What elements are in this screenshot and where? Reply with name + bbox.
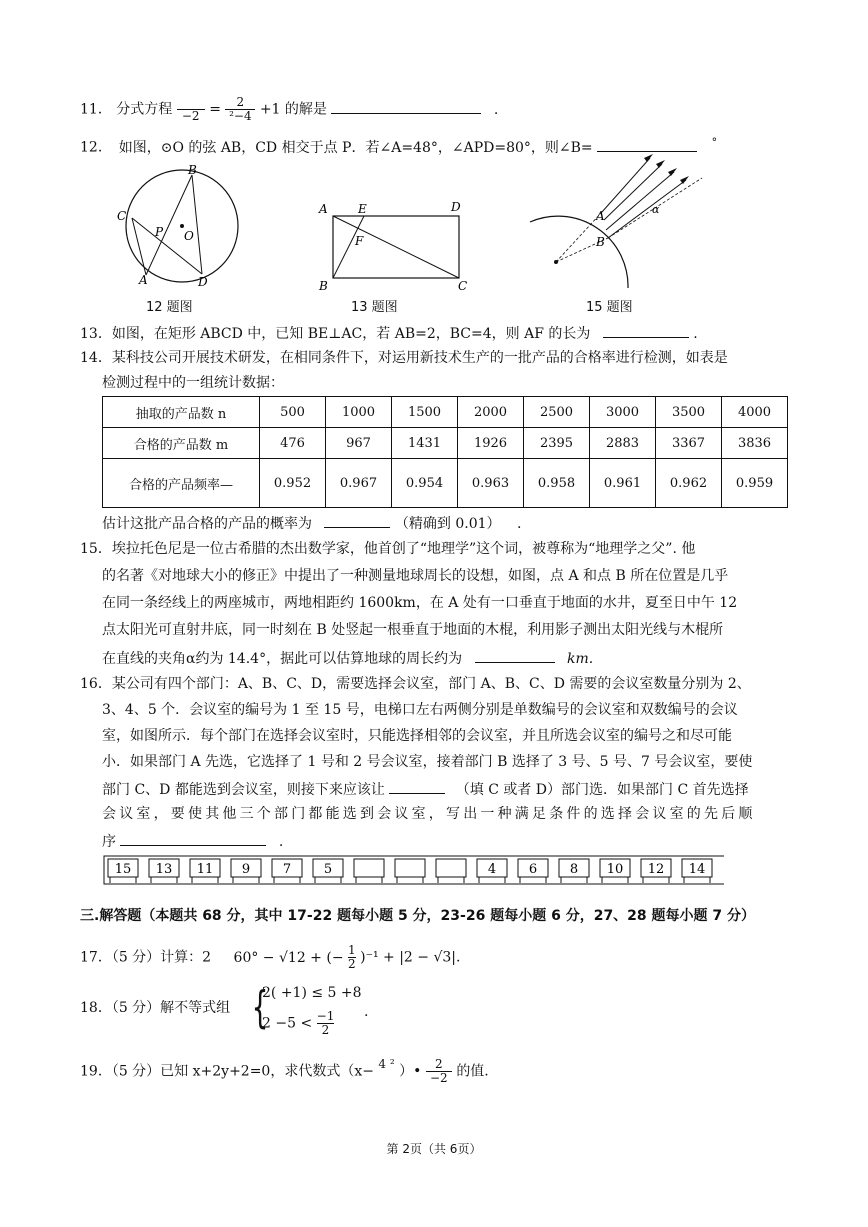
cell-n-8: 4000 <box>722 397 788 428</box>
room-number: 4 <box>487 862 497 877</box>
q14-estimate <box>102 512 521 534</box>
q15-answer-blank <box>475 647 555 663</box>
cell-n-4: 2000 <box>458 397 524 428</box>
cell-m-2: 967 <box>326 428 392 459</box>
room-cell <box>149 859 179 883</box>
section-3-title: 三.解答题（本题共 68 分，其中 17-22 题每小题 5 分，23-26 题每小题 6 分，27、28 题每小题 7 分） <box>80 908 756 924</box>
q15-line-5 <box>102 647 593 669</box>
q14-data-table <box>102 396 788 508</box>
q18-prefix: 18．（5 分）解不等式组 <box>80 1000 231 1016</box>
page-footer: 第 2页（共 6页） <box>386 1142 482 1156</box>
fig15-arrow-1 <box>644 154 653 162</box>
q16-line-4: 小．如果部门 A 先选，它选择了 1 号和 2 号会议室，接着部门 B 选择了 3 号、5 号、7 号会议室，要使 <box>102 754 753 770</box>
q17-fraction: $\frac{1}{2}$ <box>348 943 356 971</box>
q11-answer-blank <box>331 98 481 114</box>
cell-m-3: 1431 <box>392 428 458 459</box>
room-box <box>436 859 466 877</box>
q11-rhs-tail: +1 的解是 <box>259 101 327 118</box>
room-number: 10 <box>606 862 624 877</box>
q11-equals: = <box>209 101 221 118</box>
cell-n-3: 1500 <box>392 397 458 428</box>
room-cell <box>108 859 138 883</box>
figure-13 <box>314 196 474 296</box>
table-row-freq <box>103 459 788 508</box>
room-cell <box>231 859 261 883</box>
q15-unit: km. <box>566 651 594 667</box>
room-cell <box>272 859 302 883</box>
q14-answer-blank <box>324 512 390 528</box>
room-door <box>151 877 177 883</box>
room-cell <box>559 859 589 883</box>
room-door <box>356 877 382 883</box>
fig15-arrow-3 <box>668 168 677 176</box>
q14-end: . <box>516 516 522 532</box>
room-number: 9 <box>241 862 251 877</box>
question-19 <box>80 1058 489 1085</box>
cell-m-4: 1926 <box>458 428 524 459</box>
fig15-label-b: B <box>596 235 605 249</box>
q16-rooms-diagram <box>102 855 724 889</box>
q16-line-3: 室，如图所示．每个部门在选择会议室时，只能选择相邻的会议室，并且所选会议室的编号之和尽可能 <box>102 728 732 744</box>
question-17 <box>80 944 460 971</box>
room-cell <box>190 859 220 883</box>
table-row-m <box>103 428 788 459</box>
q11-number: 11． <box>80 101 112 118</box>
q16-answer-blank-2 <box>120 830 266 846</box>
q19-tail: 的值. <box>456 1063 489 1080</box>
row-label-m: 合格的产品数 m <box>103 428 260 459</box>
cell-m-7: 3367 <box>656 428 722 459</box>
fig12-center-dot <box>180 224 184 228</box>
fig13-caption: 13 题图 <box>351 300 398 315</box>
q18-ineq-2 <box>262 1010 334 1037</box>
room-number: 7 <box>282 862 292 877</box>
room-cell <box>395 859 425 883</box>
q19-prefix: 19．（5 分）已知 x+2y+2=0，求代数式（x− <box>80 1063 374 1080</box>
room-door <box>315 877 341 883</box>
q19-fraction: $\frac{2}{-2}$ <box>426 1058 452 1085</box>
cell-freq-8: 0.959 <box>722 459 788 508</box>
fig15-arrow-4 <box>680 176 689 184</box>
room-door <box>438 877 464 883</box>
q18-ineq-2-fraction: $\frac{-1}{2}$ <box>316 1009 335 1037</box>
cell-freq-5: 0.958 <box>524 459 590 508</box>
q11-end: . <box>493 101 499 118</box>
q16-end: . <box>278 834 284 850</box>
fig15-sunray-4 <box>608 180 686 238</box>
room-number: 6 <box>528 862 538 877</box>
room-door <box>397 877 423 883</box>
cell-m-5: 2395 <box>524 428 590 459</box>
q17-tail: )⁻¹ + |2 − √3|. <box>360 949 461 966</box>
room-cell <box>682 859 712 883</box>
q15-line-1: 15．埃拉托色尼是一位古希腊的杰出数学家，他首创了“地理学”这个词，被尊称为“地理学之父”. 他 <box>80 541 696 557</box>
table-row-n <box>103 397 788 428</box>
fig13-label-b: B <box>319 279 328 293</box>
q16-line-5a: 部门 C、D 都能选到会议室，则接下来应该让 <box>102 782 385 798</box>
cell-n-1: 500 <box>260 397 326 428</box>
fig12-segment-bd <box>192 175 202 274</box>
q17-expr: 60° − √12 + (− <box>233 949 344 966</box>
room-number: 14 <box>688 862 706 877</box>
fig15-label-a: A <box>596 209 605 223</box>
room-box <box>354 859 384 877</box>
q11-lhs-fraction: −2 <box>177 96 205 123</box>
cell-freq-6: 0.961 <box>590 459 656 508</box>
cell-m-1: 476 <box>260 428 326 459</box>
fig12-label-b: B <box>188 163 197 177</box>
room-door <box>274 877 300 883</box>
room-box <box>395 859 425 877</box>
fig12-segment-ca <box>132 218 146 275</box>
fig15-sunray-1 <box>602 158 650 212</box>
cell-freq-3: 0.954 <box>392 459 458 508</box>
room-cell <box>354 859 384 883</box>
room-number: 15 <box>114 862 132 877</box>
fig13-label-a: A <box>319 202 328 216</box>
q12-text: 如图，⊙O 的弦 AB，CD 相交于点 P．若∠A=48°，∠APD=80°，则∠B= <box>118 139 593 156</box>
figure-15 <box>522 150 712 295</box>
q17-prefix: 17．（5 分）计算：2 <box>80 949 212 966</box>
q14-estimate-text: 估计这批产品合格的产品的概率为 <box>102 516 312 532</box>
question-18 <box>80 1000 230 1042</box>
fig15-label-alpha: α <box>652 203 660 216</box>
fig15-earth-arc <box>530 216 628 288</box>
row-label-freq: 合格的产品频率— <box>103 459 260 508</box>
room-number: 12 <box>647 862 665 877</box>
room-door <box>233 877 259 883</box>
q18-end: . <box>364 1004 369 1020</box>
room-cell <box>436 859 466 883</box>
fig12-caption: 12 题图 <box>146 300 193 315</box>
room-door <box>643 877 669 883</box>
room-cell <box>518 859 548 883</box>
q14-line-2: 检测过程中的一组统计数据： <box>102 375 284 391</box>
room-door <box>110 877 136 883</box>
q15-line-4: 点太阳光可直射井底，同一时刻在 B 处竖起一根垂直于地面的木棍，利用影子测出太阳光线与木棍所 <box>102 622 724 638</box>
q18-brace: { <box>251 982 269 1033</box>
room-number: 5 <box>323 862 333 877</box>
room-cell <box>477 859 507 883</box>
fig12-label-a: A <box>139 273 148 287</box>
cell-freq-7: 0.962 <box>656 459 722 508</box>
q14-estimate-tail: （精确到 0.01） <box>394 516 501 532</box>
room-door <box>192 877 218 883</box>
fig12-label-o: O <box>184 229 194 243</box>
q15-line-3: 在同一条经线上的两座城市，两地相距约 1600km，在 A 处有一口垂直于地面的水井，夏至日中午 12 <box>102 595 738 611</box>
q18-ineq-2a: 2 −5 < <box>262 1015 313 1032</box>
q11-rhs-fraction: $\frac{2}{\text{²−4}}$ <box>225 96 255 123</box>
room-cell <box>600 859 630 883</box>
cell-n-7: 3500 <box>656 397 722 428</box>
fig13-label-f: F <box>355 234 364 248</box>
room-number: 13 <box>155 862 173 877</box>
room-door <box>561 877 587 883</box>
room-number: 8 <box>569 862 579 877</box>
room-cell <box>313 859 343 883</box>
q16-line-1: 16．某公司有四个部门：A、B、C、D，需要选择会议室，部门 A、B、C、D 需要的会议室数量分别为 2、 <box>80 676 751 692</box>
fig15-center-dot <box>554 260 558 264</box>
room-door <box>684 877 710 883</box>
room-number: 11 <box>196 862 214 877</box>
q16-line-2: 3、4、5 个．会议室的编号为 1 至 15 号，电梯口左右两侧分别是单数编号的会议室和双数编号的会议 <box>102 702 738 718</box>
cell-n-6: 3000 <box>590 397 656 428</box>
q16-line-7-text: 序 <box>102 834 116 850</box>
fig13-label-d: D <box>451 200 461 214</box>
q11-prefix: 分式方程 <box>116 101 173 118</box>
room-door <box>479 877 505 883</box>
cell-freq-2: 0.967 <box>326 459 392 508</box>
question-11 <box>80 96 498 123</box>
q13-answer-blank <box>603 322 689 338</box>
row-label-n: 抽取的产品数 n <box>103 397 260 428</box>
q18-ineq-1: 2( +1) ≤ 5 +8 <box>262 985 362 1001</box>
cell-m-8: 3836 <box>722 428 788 459</box>
cell-freq-1: 0.952 <box>260 459 326 508</box>
q13-end: . <box>693 326 698 342</box>
fig15-arrow-2 <box>656 160 665 168</box>
q19-mid: 4 ² <box>378 1056 395 1071</box>
cell-freq-4: 0.963 <box>458 459 524 508</box>
fig12-label-p: P <box>155 225 164 239</box>
fig13-label-e: E <box>358 202 367 216</box>
q14-line-1: 14．某科技公司开展技术研发，在相同条件下，对运用新技术生产的一批产品的合格率进行检测，如表是 <box>80 350 728 366</box>
cell-m-6: 2883 <box>590 428 656 459</box>
q16-line-6: 会议室，要使其他三个部门都能选到会议室，写出一种满足条件的选择会议室的先后顺 <box>102 806 756 822</box>
fig15-caption: 15 题图 <box>586 300 633 315</box>
room-door <box>602 877 628 883</box>
figure-12 <box>110 160 250 290</box>
fig12-label-d: D <box>198 275 208 289</box>
q16-line-5 <box>102 778 749 800</box>
q12-number: 12. <box>80 139 103 156</box>
q15-line-2: 的名著《对地球大小的修正》中提出了一种测量地球周长的设想，如图，点 A 和点 B 所在位置是几乎 <box>102 568 729 584</box>
q16-answer-blank-1 <box>389 778 445 794</box>
fig12-label-c: C <box>117 209 127 223</box>
fig13-diagonal-ac <box>333 216 459 278</box>
q16-line-5b: （填 C 或者 D）部门选．如果部门 C 首先选择 <box>455 782 749 798</box>
fig15-sunray-3 <box>606 172 674 230</box>
room-cell <box>641 859 671 883</box>
question-13 <box>80 322 698 344</box>
fig13-label-c: C <box>458 279 468 293</box>
cell-n-2: 1000 <box>326 397 392 428</box>
q12-end: ° <box>711 136 718 149</box>
cell-n-5: 2500 <box>524 397 590 428</box>
q16-line-7 <box>102 830 283 852</box>
q19-close: ）• <box>399 1063 422 1080</box>
room-door <box>520 877 546 883</box>
q15-line-5-text: 在直线的夹角α约为 14.4°，据此可以估算地球的周长约为 <box>102 651 463 667</box>
q13-text: 13．如图，在矩形 ABCD 中，已知 BE⊥AC，若 AB=2，BC=4，则 AF 的长为 <box>80 326 591 342</box>
